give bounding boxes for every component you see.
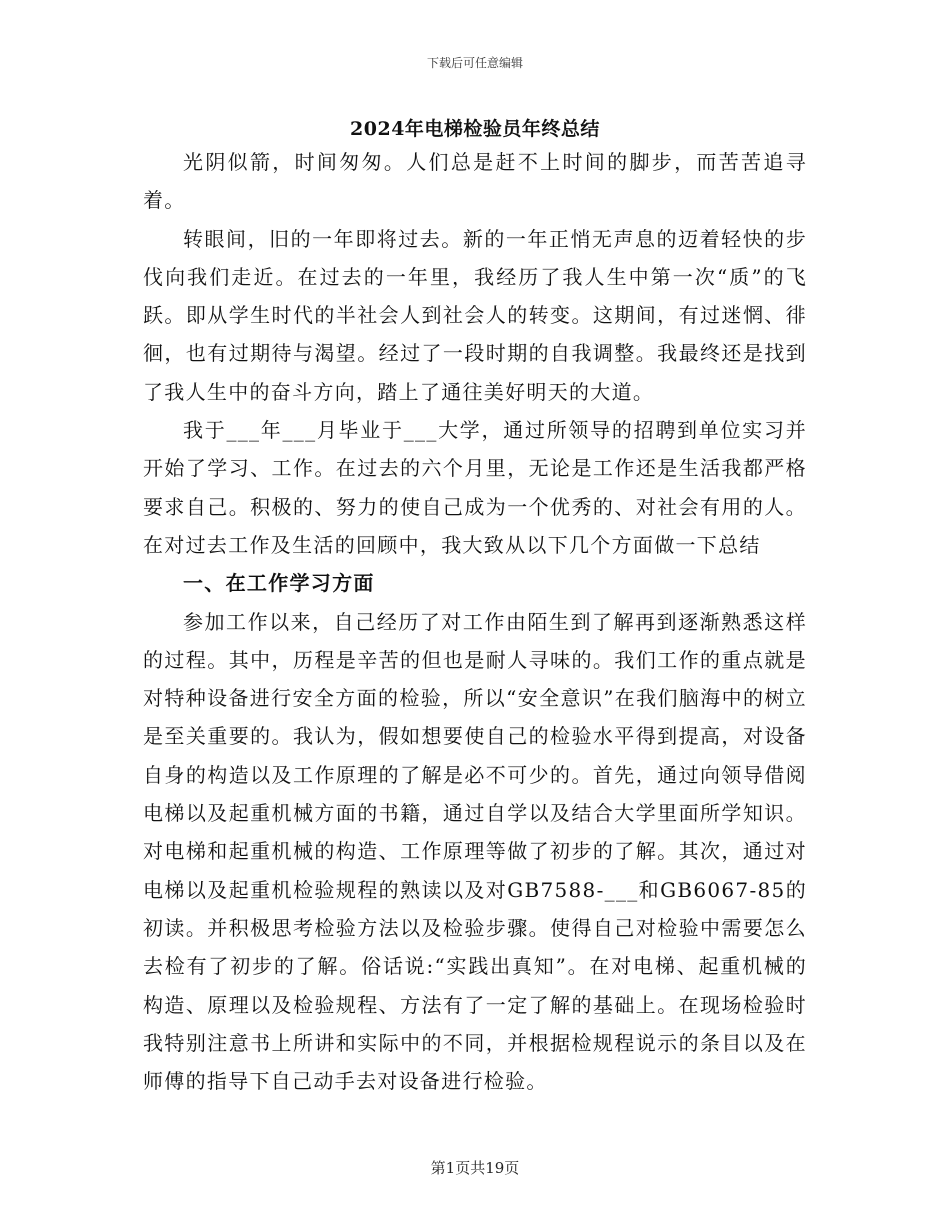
paragraph-year-review: 转眼间，旧的一年即将过去。新的一年正悄无声息的迈着轻快的步伐向我们走近。在过去的一年里，我经历了我人生中第一次“质”的飞跃。即从学生时代的半社会人到社会人的转变。这期间，有过迷惘、徘徊，也有过期待与渴望。经过了一段时期的自我调整。我最终还是找到了我人生中的奋斗方向，踏上了通往美好明天的大道。 <box>143 226 807 404</box>
document-title: 2024年电梯检验员年终总结 <box>350 118 600 140</box>
page-number: 第1页共19页 <box>430 1159 520 1177</box>
section-heading-work-study: 一、在工作学习方面 <box>183 571 375 596</box>
header-note: 下载后可任意编辑 <box>426 56 523 70</box>
paragraph-intro: 光阴似箭，时间匆匆。人们总是赶不上时间的脚步，而苦苦追寻着。 <box>143 150 807 213</box>
document-body <box>143 143 807 1100</box>
paragraph-work-study: 参加工作以来，自己经历了对工作由陌生到了解再到逐渐熟悉这样的过程。其中，历程是辛苦的但也是耐人寻味的。我们工作的重点就是对特种设备进行安全方面的检验，所以“安全意识”在我们脑海中的树立是至关重要的。我认为，假如想要使自己的检验水平得到提高，对设备自身的构造以及工作原理的了解是必不可少的。首先，通过向领导借阅电梯以及起重机械方面的书籍，通过自学以及结合大学里面所学知识。对电梯和起重机械的构造、工作原理等做了初步的了解。其次，通过对电梯以及起重机检验规程的熟读以及对GB7588-___和GB6067-85的初读。并积极思考检验方法以及检验步骤。使得自己对检验中需要怎么去检有了初步的了解。俗话说:“实践出真知”。在对电梯、起重机械的构造、原理以及检验规程、方法有了一定了解的基础上。在现场检验时我特别注意书上所讲和实际中的不同，并根据检规程说示的条目以及在师傅的指导下自己动手去对设备进行检验。 <box>143 609 807 1094</box>
paragraph-graduation: 我于___年___月毕业于___大学，通过所领导的招聘到单位实习并开始了学习、工作。在过去的六个月里，无论是工作还是生活我都严格要求自己。积极的、努力的使自己成为一个优秀的、对社会有用的人。在对过去工作及生活的回顾中，我大致从以下几个方面做一下总结 <box>143 418 807 557</box>
